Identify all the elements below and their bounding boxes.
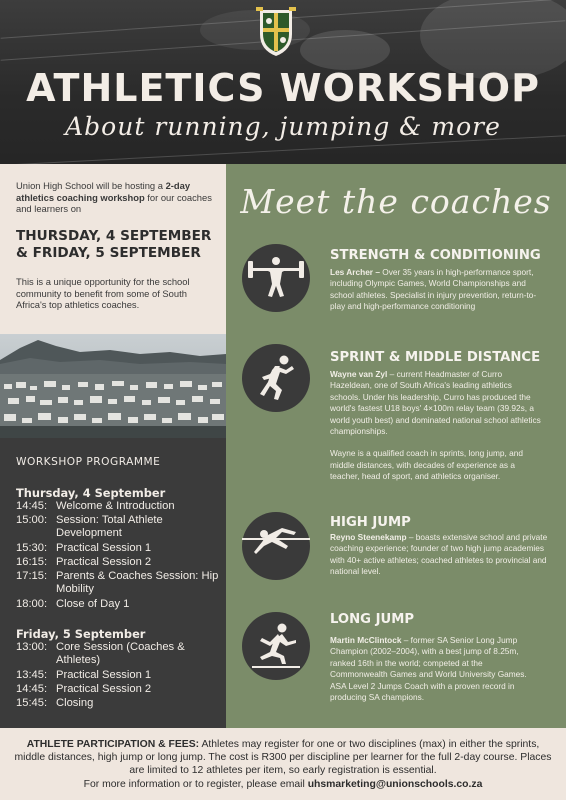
sprinter-icon [242,344,310,412]
coach-name: Martin McClintock [330,635,402,645]
intro-lead: Union High School will be hosting a [16,180,166,191]
schedule-time: 14:45: [16,500,48,512]
intro-panel [0,164,226,334]
coach-bio-text: – former SA Senior Long Jump Champion (2002–2004), with a best jump of 8.25m, ranked 16th in the world; competed at the Commonwealth Games and World University Games. ASA Level 2 Jumps Coach with a proven record in producing SA champions. [330,635,527,703]
schedule-item: Close of Day 1 [56,598,130,610]
intro-lead-end: for our coaches and learners on [16,191,212,215]
schedule-item: Session: Total Athlete Development [56,514,163,539]
coach-name: Wayne van Zyl [330,369,388,379]
schedule-time: 16:15: [16,556,48,568]
programme-title: WORKSHOP PROGRAMME [16,456,161,468]
event-dates [16,228,226,262]
coach-heading: HIGH JUMP [330,515,411,530]
day-heading: Thursday, 4 September [16,486,166,500]
schedule-item: Closing [56,697,94,709]
coach-bio [330,532,550,578]
coach-bio-text: Wayne is a qualified coach in sprints, long jump, and middle distances, with decades of experience as a teacher, head of sport, and athletics organiser. [330,448,523,482]
cityscape-image [0,334,226,438]
fees-description: Athletes may register for one or two disciplines (max) in either the sprints, middle distances, high jump or long jump. The cost is R300 per discipline per learner for the full 2-day course. Places are limited to 12 athletes per item, so early registration is essential. [14,739,552,777]
high-jump-icon [242,512,310,580]
schedule-item: Core Session (Coaches & Athletes) [56,641,185,666]
coach-heading: STRENGTH & CONDITIONING [330,248,541,263]
contact-email-link[interactable]: uhsmarketing@unionschools.co.za [307,778,483,790]
schedule-time: 18:00: [16,598,48,610]
event-date-2: & FRIDAY, 5 SEPTEMBER [16,245,201,261]
coaches-title: Meet the coaches [240,182,552,221]
coach-name: Les Archer – [330,267,380,277]
weightlifter-icon [242,244,310,312]
coaches-panel [226,164,566,728]
intro-description: This is a unique opportunity for the school community to benefit from some of South Africa's top athletics coaches. [16,276,190,311]
page-title: ATHLETICS WORKSHOP [26,66,540,110]
schedule-item: Welcome & Introduction [56,500,175,512]
intro-text [16,180,216,215]
coach-bio [330,267,540,313]
fees-label: ATHLETE PARTICIPATION & FEES: [26,739,200,750]
schedule-time: 15:00: [16,514,48,526]
coach-heading: SPRINT & MIDDLE DISTANCE [330,350,541,365]
coach-name: Reyno Steenekamp [330,532,407,542]
schedule-time: 13:00: [16,641,48,653]
schedule-time: 15:45: [16,697,48,709]
runner-shoe-shape [300,30,390,70]
event-date-1: THURSDAY, 4 SEPTEMBER [16,228,212,244]
coach-bio [330,635,542,703]
long-jump-icon [242,612,310,680]
workshop-programme [0,438,226,728]
school-crest-icon [256,6,296,58]
intro-lead-bold: 2-day athletics coaching workshop [16,180,191,203]
contact-text: For more information or to register, please email [83,778,308,790]
schedule-item: Practical Session 1 [56,542,152,554]
page-subtitle: About running, jumping & more [65,112,501,141]
schedule-item: Parents & Coaches Session: Hip Mobility [56,570,219,595]
schedule-item: Practical Session 1 [56,669,152,681]
schedule-time: 17:15: [16,570,48,582]
coach-bio-text: Over 35 years in high-performance sport, including Olympic Games, World Championships and school athletes. Specialist in injury prevention, return-to-play and high-performance conditioning [330,267,537,312]
fees-text [14,738,552,791]
coach-bio-text: – current Headmaster of Curro Hazeldean, one of South Africa's leading athletics schools. Under his leadership, Curro has produced the world's fastest U18 boys' 4×100m relay team (39.92s, a world youth best) and dominated national school athletics championships. [330,369,541,437]
schedule-time: 15:30: [16,542,48,554]
city-photo [0,334,226,438]
coach-heading: LONG JUMP [330,612,414,627]
schedule-time: 13:45: [16,669,48,681]
fees-footer [0,728,566,800]
coach-bio [330,369,544,483]
day-heading: Friday, 5 September [16,627,146,641]
coach-bio-text: – boasts extensive school and private coaching experience; founder of two high jump academies with 40+ active athletes; coached athletes to provincial and national level. [330,532,548,577]
schedule-item: Practical Session 2 [56,683,152,695]
schedule-item: Practical Session 2 [56,556,152,568]
schedule-time: 14:45: [16,683,48,695]
header-banner [0,0,566,164]
